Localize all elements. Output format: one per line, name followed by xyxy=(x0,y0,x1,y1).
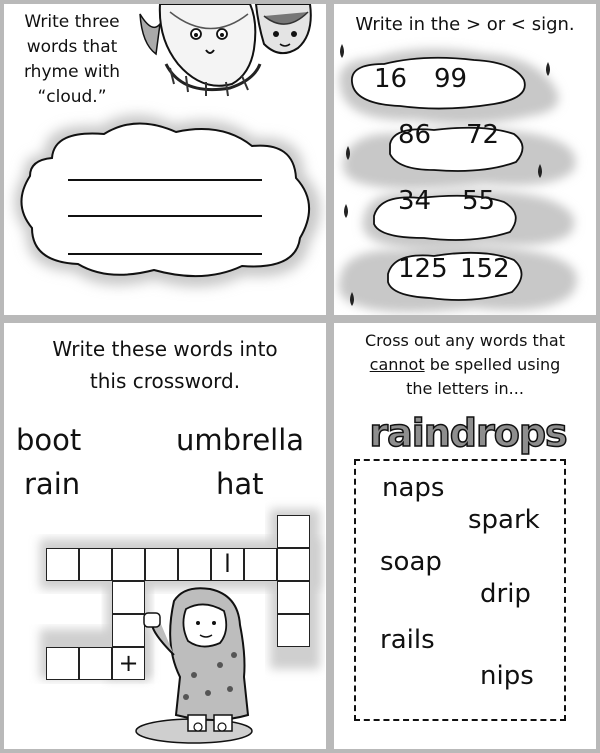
answer-cloud xyxy=(4,104,326,304)
outer-border-bottom xyxy=(0,749,600,753)
source-word-raindrops: raindrops xyxy=(369,411,567,455)
outer-border-right xyxy=(596,0,600,753)
rhyme-instruction-line: “cloud.” xyxy=(37,87,107,107)
crossword-cell[interactable] xyxy=(277,614,310,647)
crossword-word-hat: hat xyxy=(216,467,264,501)
crossout-instruction-line2-rest: be spelled using xyxy=(424,355,561,374)
crossword-cell[interactable] xyxy=(178,548,211,581)
compare-panel xyxy=(334,4,596,315)
crossword-cell[interactable] xyxy=(277,515,310,548)
candidate-rails[interactable]: rails xyxy=(380,625,435,655)
crossword-word-rain: rain xyxy=(24,467,81,501)
given-letter-t: + xyxy=(118,649,139,677)
crossout-panel xyxy=(334,323,596,749)
crossword-cell[interactable] xyxy=(79,647,112,680)
pair-3-right: 55 xyxy=(462,186,496,216)
crossword-word-boot: boot xyxy=(16,423,82,457)
rhyme-panel xyxy=(4,4,326,315)
horizontal-divider xyxy=(0,315,600,323)
pair-2-left: 86 xyxy=(398,120,432,150)
crossout-instruction-line2 xyxy=(334,353,596,377)
candidate-spark[interactable]: spark xyxy=(468,505,540,535)
crossout-instruction xyxy=(334,329,596,401)
crossword-cell[interactable] xyxy=(46,548,79,581)
crossword-cell[interactable] xyxy=(145,548,178,581)
given-letter-l: l xyxy=(224,550,231,578)
pair-1-left: 16 xyxy=(374,64,408,94)
compare-instruction: Write in the > or < sign. xyxy=(355,14,575,35)
crossword-cell[interactable] xyxy=(46,647,79,680)
pair-4-left: 125 xyxy=(398,254,448,284)
crossword-instruction-line: Write these words into xyxy=(52,337,278,361)
crossout-instruction-line1: Cross out any words that xyxy=(365,331,565,350)
rhyme-instruction xyxy=(10,10,134,110)
pair-3-left: 34 xyxy=(398,186,432,216)
rhyme-instruction-line: rhyme with xyxy=(23,62,120,82)
crossword-panel xyxy=(4,323,326,749)
girl-raincoat-illustration xyxy=(134,585,274,745)
pair-2-right: 72 xyxy=(466,120,500,150)
crossword-instruction-line: this crossword. xyxy=(89,369,241,393)
crossword-instruction xyxy=(4,333,326,397)
pair-1-right: 99 xyxy=(434,64,468,94)
crossword-cell[interactable] xyxy=(211,548,244,581)
candidate-drip[interactable]: drip xyxy=(480,579,531,609)
pair-4-right: 152 xyxy=(460,254,510,284)
underlined-word: cannot xyxy=(369,355,425,374)
crossword-cell[interactable] xyxy=(244,548,277,581)
candidate-naps[interactable]: naps xyxy=(382,473,445,503)
children-peeking-illustration xyxy=(130,4,320,104)
rhyme-instruction-line: words that xyxy=(26,37,118,57)
candidate-soap[interactable]: soap xyxy=(380,547,442,577)
crossword-cell[interactable] xyxy=(277,581,310,614)
crossword-cell[interactable] xyxy=(112,548,145,581)
crossword-word-umbrella: umbrella xyxy=(176,423,305,457)
candidate-nips[interactable]: nips xyxy=(480,661,534,691)
vertical-divider xyxy=(326,0,334,753)
crossword-cell[interactable] xyxy=(277,548,310,581)
crossout-instruction-line3: the letters in... xyxy=(406,379,524,398)
rhyme-instruction-line: Write three xyxy=(24,12,120,32)
crossword-cell[interactable] xyxy=(79,548,112,581)
